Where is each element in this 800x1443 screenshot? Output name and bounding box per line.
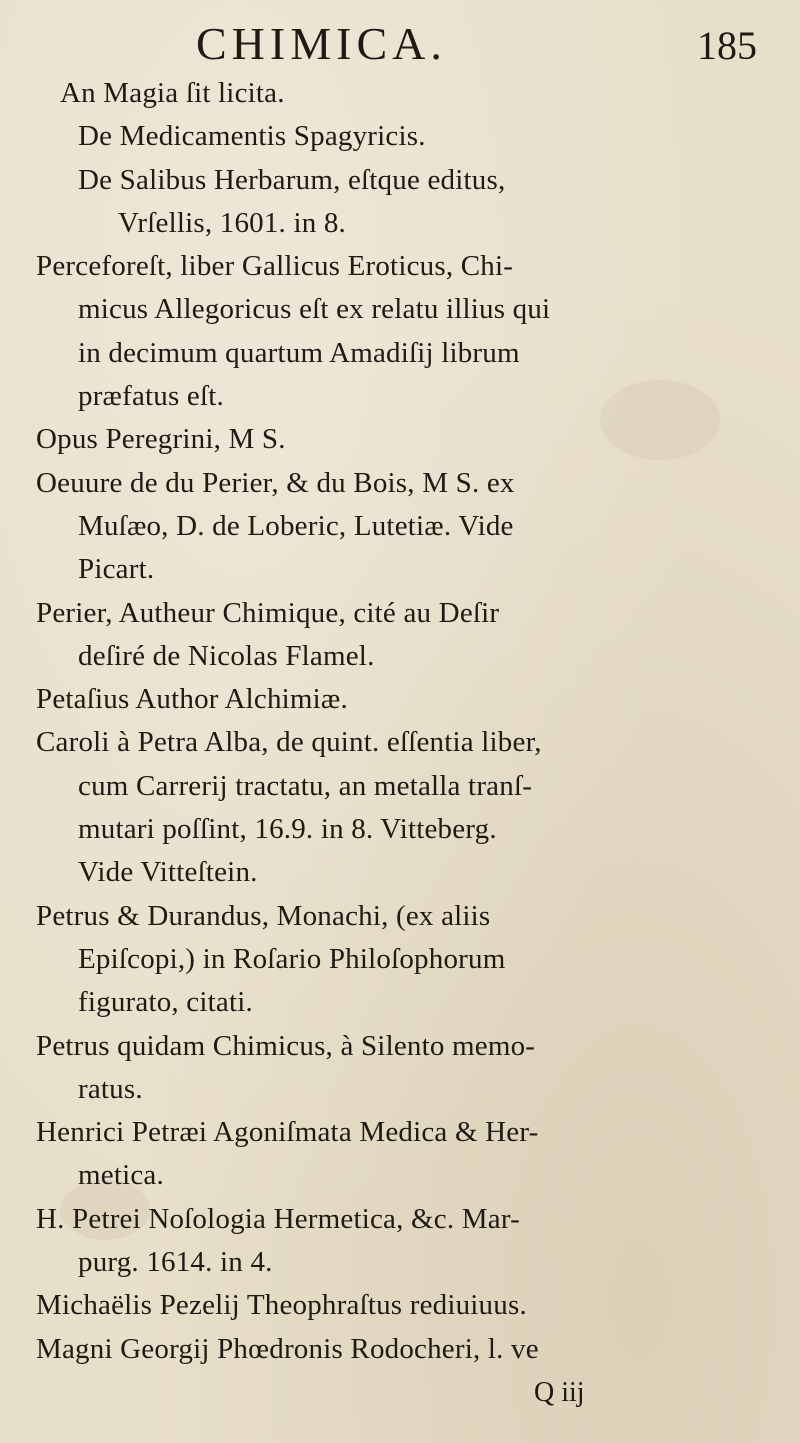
- text-line: purg. 1614. in 4.: [78, 1246, 273, 1279]
- text-line: Oeuure de du Perier, & du Bois, M S. ex: [36, 466, 515, 499]
- text-line: cum Carrerij tractatu, an metalla tranſ-: [78, 769, 533, 802]
- text-line: Opus Peregrini, M S.: [36, 423, 286, 456]
- text-line: ratus.: [78, 1072, 143, 1105]
- running-head: [0, 14, 800, 74]
- bibliography-entries: [0, 72, 800, 1414]
- text-line: H. Petrei Noſologia Hermetica, &c. Mar-: [36, 1202, 520, 1235]
- text-line: Petrus quidam Chimicus, à Silento memo-: [36, 1029, 536, 1062]
- running-title: CHIMICA.: [196, 18, 447, 69]
- text-line: De Salibus Herbarum, eſtque editus,: [78, 163, 506, 196]
- text-line: Henrici Petræi Agoniſmata Medica & Her-: [36, 1116, 539, 1149]
- text-line: Muſæo, D. de Loberic, Lutetiæ. Vide: [78, 509, 514, 542]
- text-line: Vrſellis, 1601. in 8.: [118, 206, 347, 239]
- text-line: in decimum quartum Amadiſij librum: [78, 336, 520, 369]
- text-line: Michaëlis Pezelij Theophraſtus rediuiuus.: [36, 1289, 527, 1322]
- text-line: præfatus eſt.: [78, 380, 224, 413]
- text-line: Vide Vitteſtein.: [78, 856, 258, 889]
- text-line: figurato, citati.: [78, 986, 253, 1019]
- text-line: An Magia ſit licita.: [60, 77, 285, 109]
- text-line: mutari poſſint, 16.9. in 8. Vitteberg.: [78, 813, 497, 846]
- text-line: Perier, Autheur Chimique, cité au Deſir: [36, 596, 500, 629]
- page-number: 185: [697, 23, 757, 68]
- text-line: Epiſcopi,) in Roſario Philoſophorum: [78, 942, 506, 975]
- text-line: Caroli à Petra Alba, de quint. eſſentia liber,: [36, 726, 542, 759]
- text-line: Perceforeſt, liber Gallicus Eroticus, Chi-: [36, 250, 514, 283]
- signature-mark: Q iij: [534, 1376, 585, 1408]
- text-line: Petrus & Durandus, Monachi, (ex aliis: [36, 899, 491, 932]
- text-line: micus Allegoricus eſt ex relatu illius qui: [78, 293, 551, 326]
- text-line: Petaſius Author Alchimiæ.: [36, 683, 348, 716]
- text-line: metica.: [78, 1159, 164, 1192]
- text-line: Picart.: [78, 553, 155, 586]
- text-line: Magni Georgij Phœdronis Rodocheri, l. ve: [36, 1332, 539, 1365]
- text-line: deſiré de Nicolas Flamel.: [78, 639, 375, 672]
- text-line: De Medicamentis Spagyricis.: [78, 120, 426, 153]
